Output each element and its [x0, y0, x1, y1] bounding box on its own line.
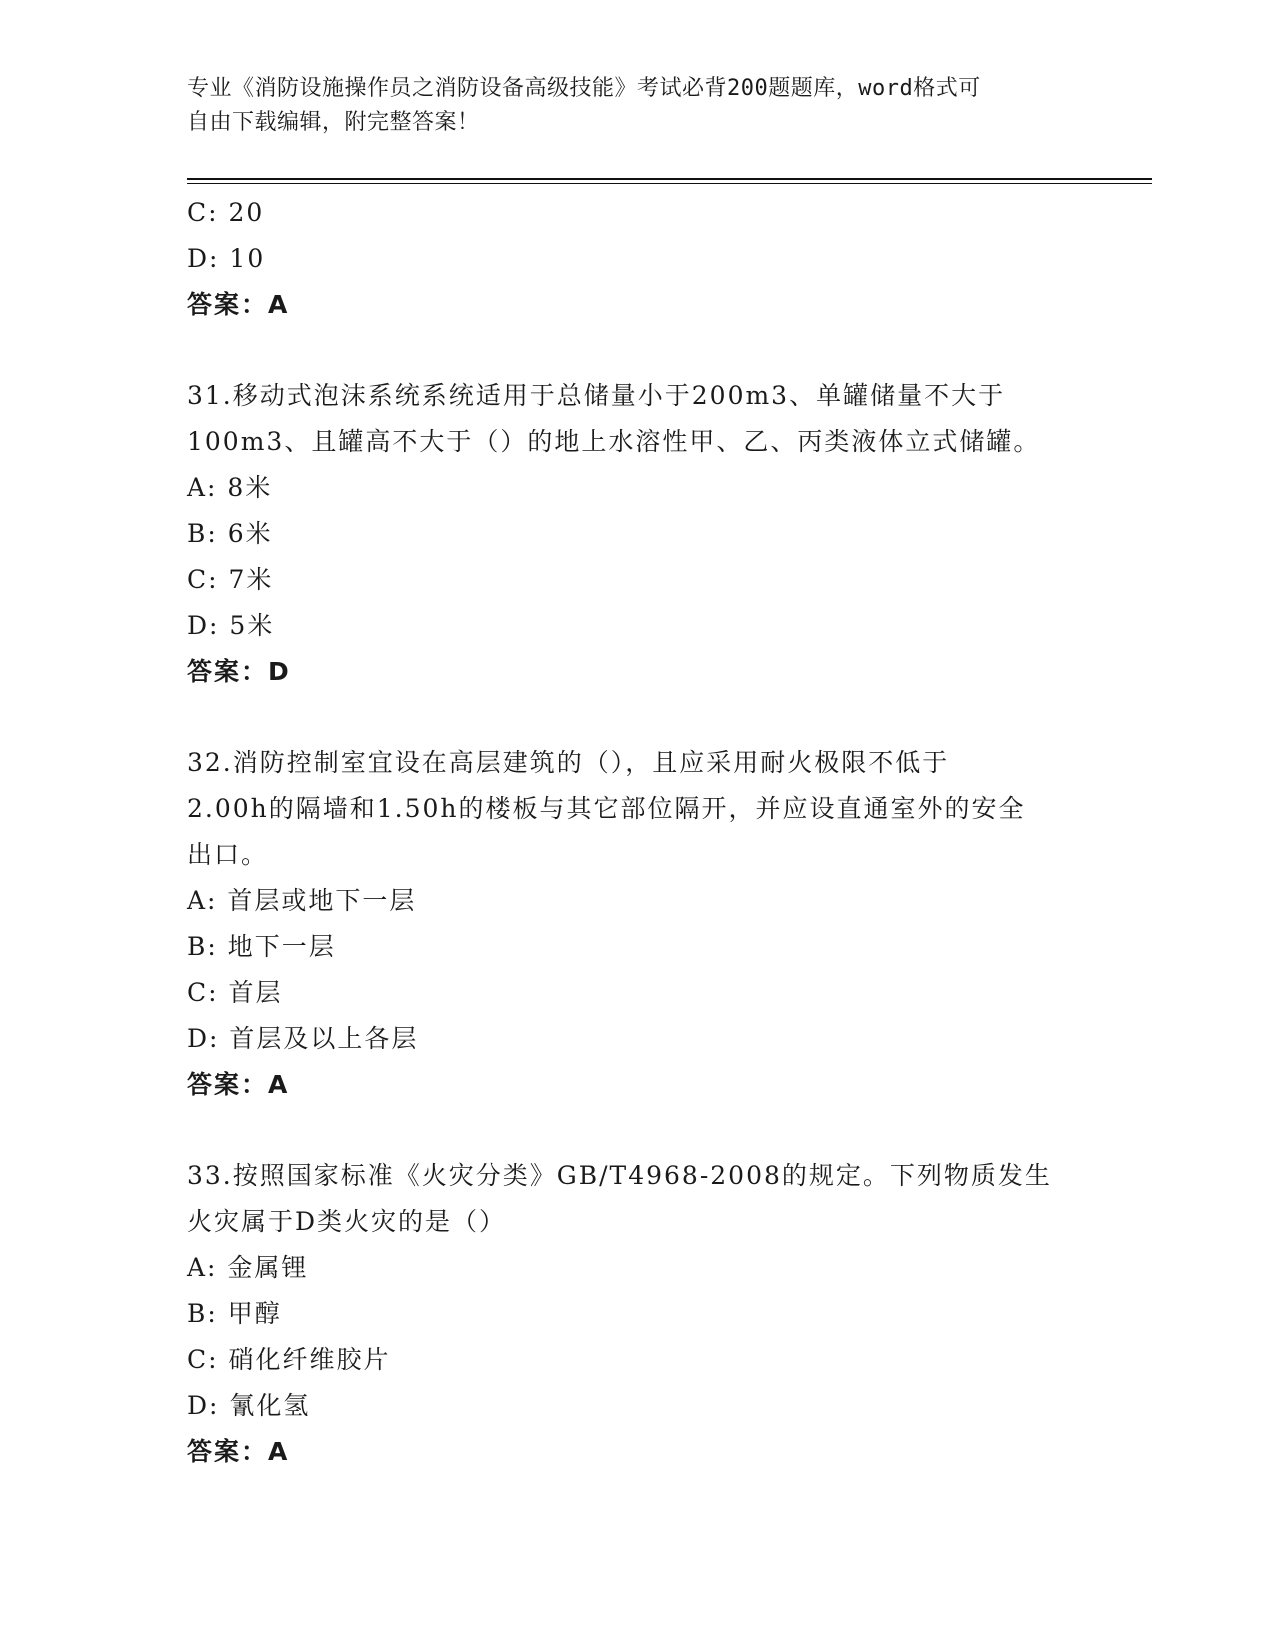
option-c: C: 20	[187, 198, 265, 227]
question-text: 33.按照国家标准《火灾分类》GB/T4968-2008的规定。下列物质发生	[187, 1161, 1052, 1190]
option-a: A: 首层或地下一层	[187, 886, 417, 915]
question-text: 100m3、且罐高不大于（）的地上水溶性甲、乙、丙类液体立式储罐。	[187, 427, 1041, 456]
option-d: D: 首层及以上各层	[187, 1024, 419, 1053]
header-divider	[187, 178, 1152, 184]
question-33	[187, 1153, 1087, 1475]
question-list	[187, 190, 1087, 1475]
spacer	[187, 328, 1087, 373]
question-text: 31.移动式泡沫系统系统适用于总储量小于200m3、单罐储量不大于	[187, 381, 1006, 410]
question-text: 火灾属于D类火灾的是（）	[187, 1207, 507, 1236]
option-a: A: 金属锂	[187, 1253, 309, 1282]
option-c: C: 首层	[187, 978, 283, 1007]
question-31	[187, 373, 1087, 695]
header-line-2: 自由下载编辑，附完整答案！	[187, 110, 480, 135]
previous-question-tail	[187, 190, 1087, 328]
question-text: 2.00h的隔墙和1.50h的楼板与其它部位隔开，并应设直通室外的安全	[187, 794, 1026, 823]
option-d: D: 氰化氢	[187, 1391, 311, 1420]
option-d: D: 5米	[187, 611, 275, 640]
answer-line: 答案：A	[187, 1437, 290, 1466]
answer-line: 答案：A	[187, 290, 290, 319]
option-b: B: 地下一层	[187, 932, 336, 961]
spacer	[187, 1108, 1087, 1153]
question-text: 出口。	[187, 840, 269, 869]
option-d: D: 10	[187, 244, 266, 273]
option-c: C: 硝化纤维胶片	[187, 1345, 391, 1374]
header-line-1: 专业《消防设施操作员之消防设备高级技能》考试必背200题题库，word格式可	[187, 76, 981, 101]
option-a: A: 8米	[187, 473, 273, 502]
option-b: B: 甲醇	[187, 1299, 282, 1328]
page-header	[187, 72, 1087, 140]
option-c: C: 7米	[187, 565, 274, 594]
answer-line: 答案：D	[187, 657, 291, 686]
option-b: B: 6米	[187, 519, 273, 548]
spacer	[187, 695, 1087, 740]
question-text: 32.消防控制室宜设在高层建筑的（），且应采用耐火极限不低于	[187, 748, 950, 777]
answer-line: 答案：A	[187, 1070, 290, 1099]
question-32	[187, 740, 1087, 1108]
